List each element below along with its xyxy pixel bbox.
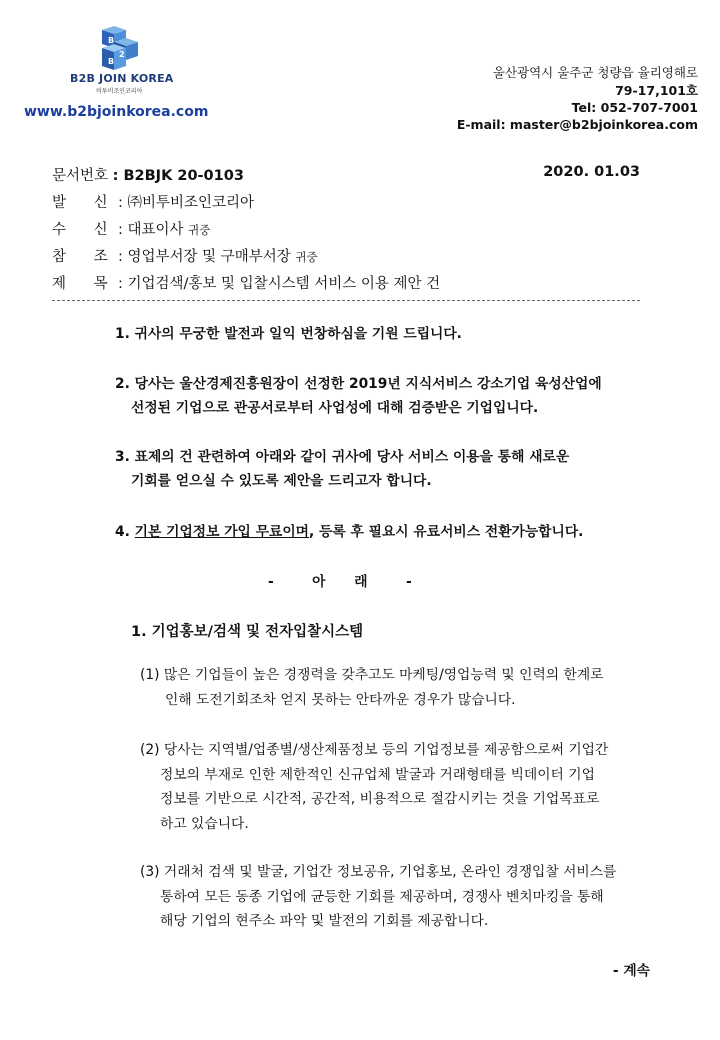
continued-note: - 계속 — [612, 963, 650, 979]
subject-value: : 기업검색/홍보 및 입찰시스템 서비스 이용 제안 건 — [118, 276, 441, 292]
paragraph-4-underlined: 기본 기업정보 가입 무료이며 — [134, 524, 309, 540]
subject-row — [52, 272, 440, 293]
paragraph-3-line-1: 3. 표제의 건 관련하여 아래와 같이 귀사에 당사 서비스 이용을 통해 새로운 — [115, 449, 570, 465]
doc-number-label: 문서번호 — [52, 168, 109, 184]
company-logo-icon — [88, 26, 152, 74]
item-1-line-1: (1) 많은 기업들이 높은 경쟁력을 갖추고도 마케팅/영업능력 및 인력의 한계로 — [140, 667, 604, 683]
paragraph-4-number: 4. — [115, 524, 135, 540]
doc-number-value: : B2BJK 20-0103 — [112, 168, 244, 184]
item-2-line-4: 하고 있습니다. — [160, 816, 249, 832]
paragraph-4-rest: , 등록 후 필요시 유료서비스 전환가능합니다. — [309, 524, 584, 540]
recipient-row — [52, 218, 210, 239]
svg-text:B: B — [108, 57, 115, 66]
sender-value: : ㈜비투비조인코리아 — [118, 195, 255, 211]
arae-heading: - 아 래 - — [268, 574, 412, 590]
item-3-line-2: 통하여 모든 동종 기업에 균등한 기회를 제공하며, 경쟁사 벤치마킹을 통해 — [160, 889, 604, 905]
logo-company-subtitle: 비투비조인코리아 — [96, 88, 143, 95]
paragraph-2-line-2: 선정된 기업으로 관공서로부터 사업성에 대해 검증받은 기업입니다. — [131, 400, 539, 416]
paragraph-4 — [115, 520, 583, 540]
sender-row — [52, 191, 254, 212]
recipient-label: 수 신 — [52, 222, 108, 238]
cc-honorific: 귀중 — [295, 250, 318, 264]
address-line-1: 울산광역시 울주군 청량읍 율리영해로 — [492, 65, 698, 80]
paragraph-1: 1. 귀사의 무궁한 발전과 일익 번창하심을 기원 드립니다. — [115, 326, 462, 342]
telephone: Tel: 052-707-7001 — [571, 100, 698, 115]
header-divider — [52, 300, 640, 301]
svg-text:B: B — [108, 36, 115, 45]
recipient-honorific: 귀중 — [188, 223, 211, 237]
doc-date: 2020. 01.03 — [543, 164, 640, 180]
subject-label: 제 목 — [52, 276, 108, 292]
paragraph-3-line-2: 기회를 얻으실 수 있도록 제안을 드리고자 합니다. — [131, 473, 432, 489]
recipient-value: : 대표이사 — [118, 222, 184, 238]
sender-label: 발 신 — [52, 195, 108, 211]
address-line-2: 79-17,101호 — [615, 83, 698, 98]
logo-company-name: B2B JOIN KOREA — [70, 72, 174, 85]
section-1-title: 1. 기업홍보/검색 및 전자입찰시스템 — [131, 624, 364, 640]
website-link[interactable]: www.b2bjoinkorea.com — [24, 104, 209, 120]
cc-value: : 영업부서장 및 구매부서장 — [118, 249, 291, 265]
item-2-line-1: (2) 당사는 지역별/업종별/생산제품정보 등의 기업정보를 제공함으로써 기업간 — [140, 742, 609, 758]
item-2-line-3: 정보를 기반으로 시간적, 공간적, 비용적으로 절감시키는 것을 기업목표로 — [160, 791, 600, 807]
item-1-line-2: 인해 도전기회조차 얻지 못하는 안타까운 경우가 많습니다. — [165, 692, 516, 708]
doc-number-row — [52, 164, 244, 185]
cc-label: 참 조 — [52, 249, 108, 265]
item-2-line-2: 정보의 부재로 인한 제한적인 신규업체 발굴과 거래형태를 빅데이터 기업 — [160, 767, 595, 783]
cc-row — [52, 245, 318, 266]
item-3-line-3: 해당 기업의 현주소 파악 및 발전의 기회를 제공합니다. — [160, 913, 489, 929]
paragraph-2-line-1: 2. 당사는 울산경제진흥원장이 선정한 2019년 지식서비스 강소기업 육성산업에 — [115, 376, 602, 392]
item-3-line-1: (3) 거래처 검색 및 발굴, 기업간 정보공유, 기업홍보, 온라인 경쟁입찰 서비스를 — [140, 864, 617, 880]
email: E-mail: master@b2bjoinkorea.com — [456, 117, 698, 132]
svg-text:2: 2 — [119, 50, 125, 59]
